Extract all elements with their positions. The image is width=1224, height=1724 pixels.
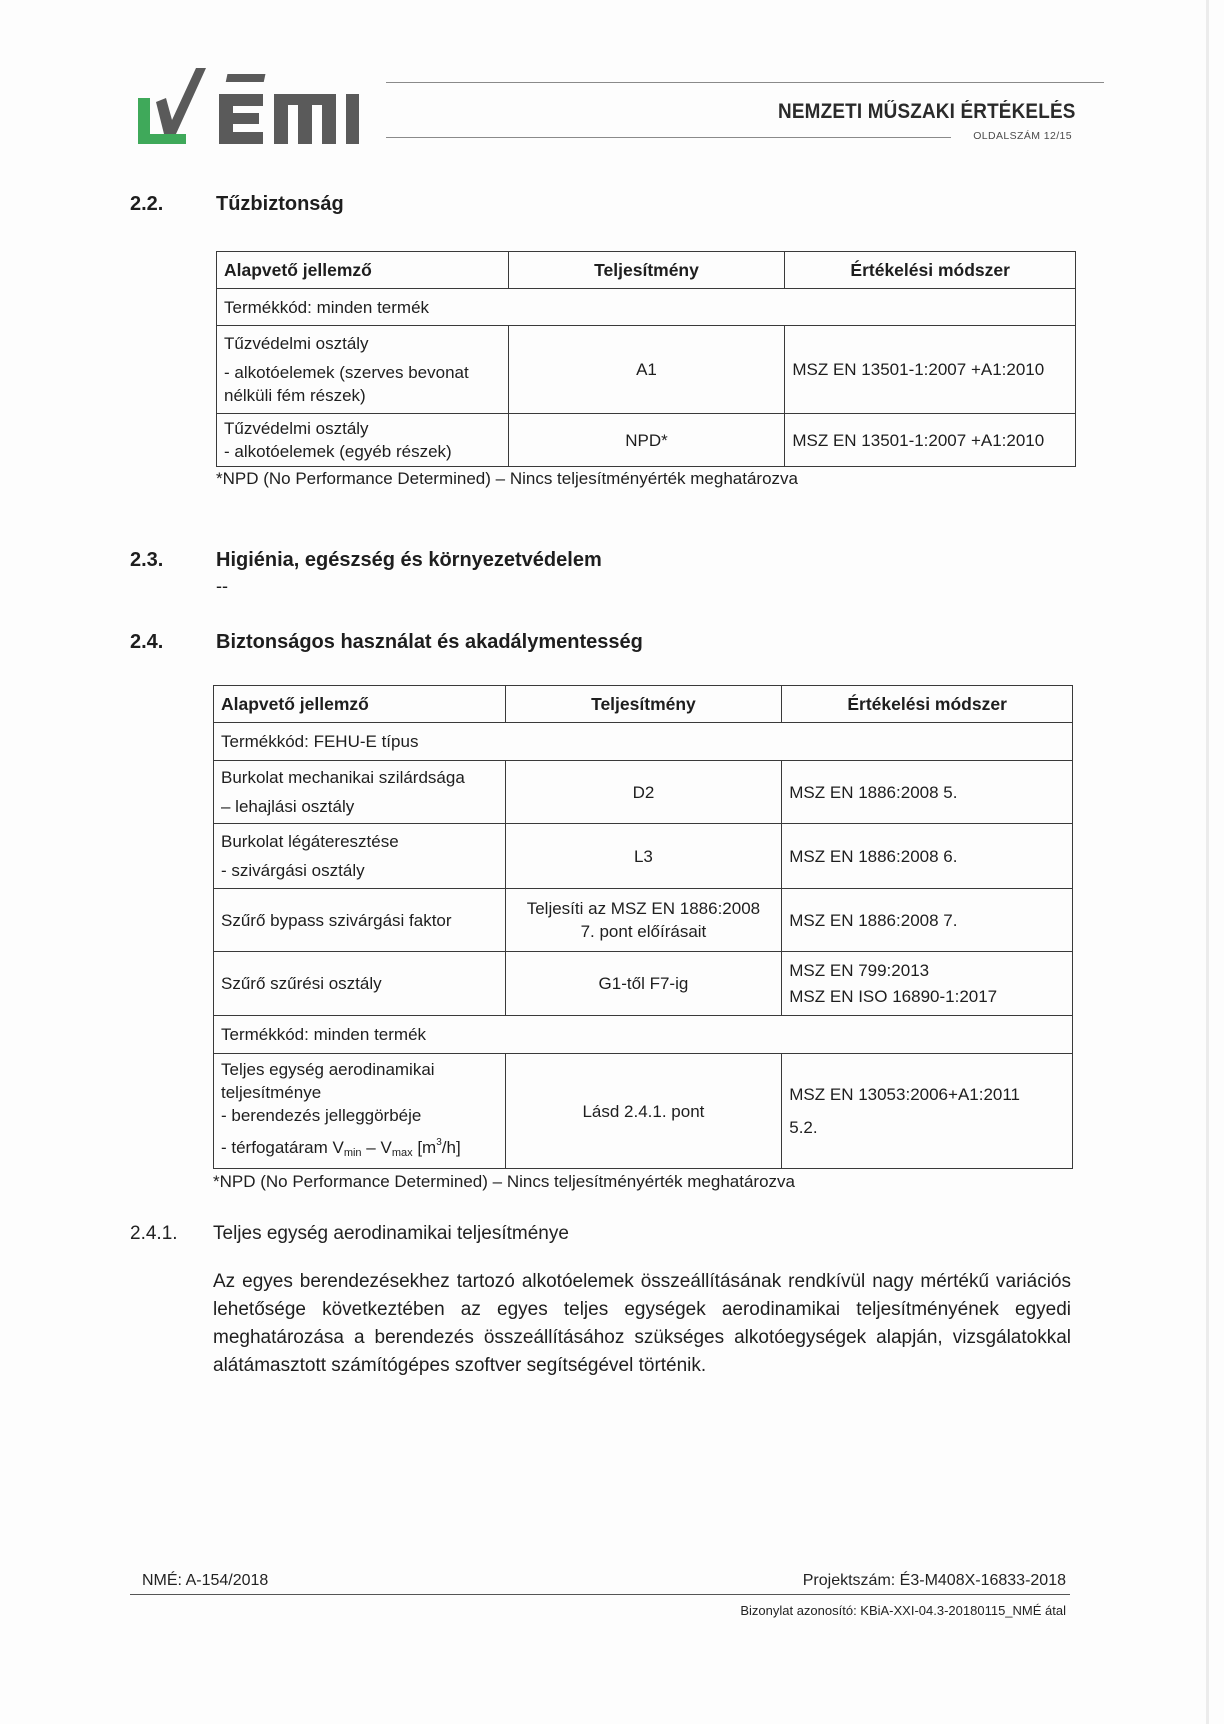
column-header: Teljesítmény [508,252,785,289]
header-rule-top [386,82,1104,83]
characteristic-cell [214,761,506,824]
characteristic-line: - berendezés jelleggörbéje [221,1105,422,1125]
performance-line: Teljesíti az MSZ EN 1886:2008 [526,899,761,918]
table-row [214,889,1073,952]
flow-rate-line [221,1131,498,1165]
method-line: MSZ EN 13053:2006+A1:2011 [789,1085,1021,1104]
header-rule-bottom [386,137,951,138]
method-cell: MSZ EN 13501-1:2007 +A1:2010 [785,414,1076,467]
method-line: 5.2. [789,1118,818,1137]
column-header: Alapvető jellemző [214,686,506,723]
performance-cell: L3 [505,824,782,889]
product-code-label: Termékkód: minden termék [214,1016,1073,1054]
unit-text: /h] [441,1137,461,1157]
characteristic-line: – lehajlási osztály [221,797,355,816]
characteristic-line: - alkotóelemek (szerves bevonat [224,363,469,382]
column-header: Alapvető jellemző [217,252,509,289]
subscript-min: min [343,1146,362,1159]
table-row [214,952,1073,1016]
product-code-label: Termékkód: FEHU-E típus [214,723,1073,761]
characteristic-line: Tűzvédelmi osztály [224,334,369,353]
characteristic-cell [217,414,509,467]
method-cell: MSZ EN 13501-1:2007 +A1:2010 [785,326,1076,414]
characteristic-line: - alkotóelemek (egyéb részek) [224,442,452,461]
scan-edge [1206,0,1209,1724]
performance-cell: A1 [508,326,785,414]
method-cell: MSZ EN 1886:2008 5. [782,761,1073,824]
table-row [217,326,1076,414]
method-cell [782,952,1073,1016]
section-number: 2.4. [130,631,164,653]
section-title: Biztonságos használat és akadálymentesség [216,631,643,653]
emi-logo-icon [134,62,374,148]
characteristic-line: Burkolat mechanikai szilárdsága [221,768,465,787]
project-number: Projektszám: É3-M408X-16833-2018 [802,1572,1066,1589]
table-header-row [217,252,1076,289]
method-line: MSZ EN 799:2013 [789,961,930,980]
table-row [214,824,1073,889]
section-empty-content: -- [216,576,228,596]
section-number: 2.2. [130,193,164,215]
emi-logo [134,62,374,148]
nme-number: NMÉ: A-154/2018 [142,1572,269,1589]
flow-rate-text: – V [361,1137,392,1157]
performance-cell: G1-től F7-ig [505,952,782,1016]
section-title: Tűzbiztonság [216,193,344,215]
characteristic-cell [214,824,506,889]
performance-line: 7. pont előírásait [580,922,707,941]
document-id: Bizonylat azonosító: KBiA-XXI-04.3-20180115_NMÉ átal [740,1603,1066,1618]
product-code-row [214,723,1073,761]
method-cell: MSZ EN 1886:2008 6. [782,824,1073,889]
unit-text: [m [412,1137,437,1157]
superscript-3: 3 [436,1136,442,1148]
product-code-label: Termékkód: minden termék [217,289,1076,326]
column-header: Értékelési módszer [782,686,1073,723]
page-number: OLDALSZÁM 12/15 [973,130,1072,142]
performance-cell: D2 [505,761,782,824]
characteristic-line: - szivárgási osztály [221,861,365,880]
characteristic-line: Burkolat légáteresztése [221,832,399,851]
characteristic-line: Teljes egység aerodinamikai [221,1059,435,1079]
characteristic-cell: Szűrő szűrési osztály [214,952,506,1016]
npd-footnote: *NPD (No Performance Determined) – Nincs teljesítményérték meghatározva [213,1172,796,1191]
method-cell [782,1054,1073,1169]
subsection-number: 2.4.1. [130,1223,178,1244]
npd-footnote: *NPD (No Performance Determined) – Nincs teljesítményérték meghatározva [216,469,799,488]
safe-use-table [213,685,1073,1169]
flow-rate-text: - térfogatáram V [221,1137,344,1157]
performance-cell [505,889,782,952]
characteristic-line: Tűzvédelmi osztály [224,419,369,438]
performance-cell: NPD* [508,414,785,467]
product-code-row [214,1016,1073,1054]
method-cell: MSZ EN 1886:2008 7. [782,889,1073,952]
characteristic-line: nélküli fém részek) [224,386,366,405]
table-row [214,761,1073,824]
subscript-max: max [391,1146,413,1159]
column-header: Teljesítmény [505,686,782,723]
product-code-row [217,289,1076,326]
table-header-row [214,686,1073,723]
document-title: NEMZETI MŰSZAKI ÉRTÉKELÉS [778,100,1076,123]
section-title: Higiénia, egészség és környezetvédelem [216,549,602,571]
column-header: Értékelési módszer [785,252,1076,289]
characteristic-cell [214,1054,506,1169]
characteristic-cell [217,326,509,414]
table-row [214,1054,1073,1169]
table-row [217,414,1076,467]
footer-rule [130,1594,1070,1595]
characteristic-cell: Szűrő bypass szivárgási faktor [214,889,506,952]
fire-safety-table [216,251,1076,467]
characteristic-line: teljesítménye [221,1082,322,1102]
performance-cell: Lásd 2.4.1. pont [505,1054,782,1169]
section-number: 2.3. [130,549,164,571]
method-line: MSZ EN ISO 16890-1:2017 [789,987,998,1006]
subsection-title: Teljes egység aerodinamikai teljesítménye [213,1223,569,1244]
body-paragraph: Az egyes berendezésekhez tartozó alkotóelemek összeállításának rendkívül nagy mértékű variációs lehetősége következtében az egyes teljes egységek aerodinamikai teljesítményének egyedi meghatározása a berendezés összeállításához szükséges alkotóegységek alapján, vizsgálatokkal alátámasztott számítógépes szoftver segítségével történik. [213,1271,1071,1376]
